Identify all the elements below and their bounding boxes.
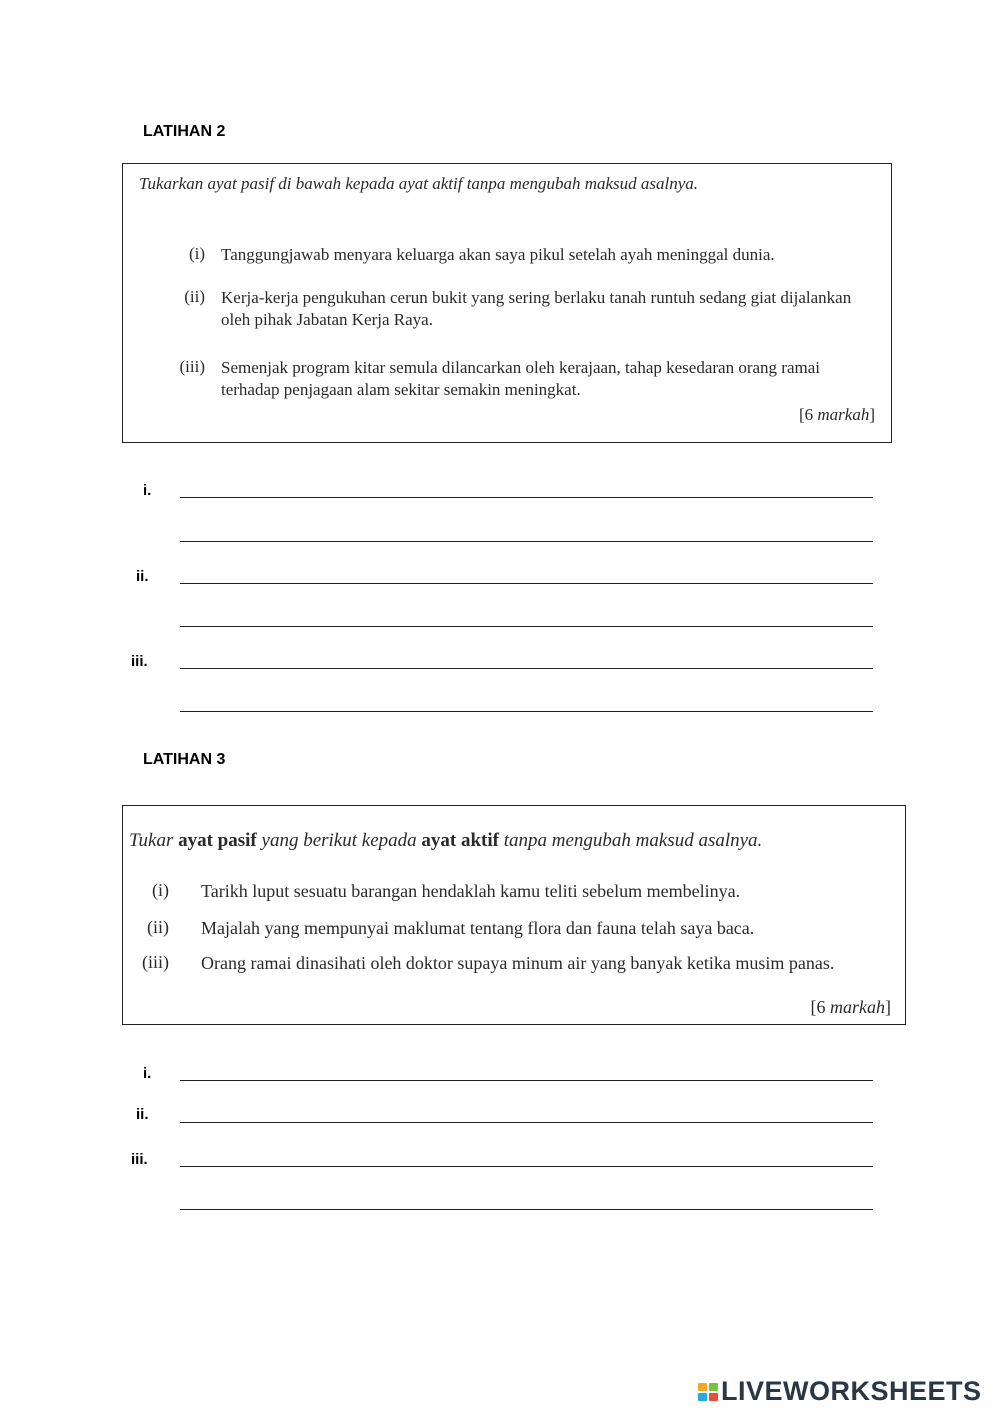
item-number: (ii) [184,287,205,306]
answer-label-ii: ii. [136,1106,149,1123]
answer-line[interactable] [180,497,873,498]
answer-line[interactable] [180,711,873,712]
answer-line[interactable] [180,1166,873,1167]
liveworksheets-brand: LIVEWORKSHEETS [721,1376,982,1406]
latihan-3-marks: [6 markah] [810,997,891,1017]
liveworksheets-logo[interactable] [698,1376,982,1407]
latihan-3-instruction: Tukar ayat pasif yang berikut kepada ayat aktif tanpa mengubah maksud asalnya. [129,830,763,851]
answer-line[interactable] [180,1122,873,1123]
item-number: (i) [152,880,169,900]
item-text: Majalah yang mempunyai maklumat tentang flora dan fauna telah saya baca. [201,918,755,938]
answer-label-i: i. [143,1065,152,1082]
latihan-2-marks: [6 markah] [798,405,875,424]
item-number: (iii) [142,952,169,972]
item-number: (ii) [147,917,169,937]
item-text: Orang ramai dinasihati oleh doktor supaya minum air yang banyak ketika musim panas. [201,953,835,973]
answer-line[interactable] [180,1080,873,1081]
latihan-2-item-1 [163,244,883,266]
latihan-3-item-3 [133,952,903,975]
latihan-2-item-3 [163,357,883,401]
latihan-2-instruction: Tukarkan ayat pasif di bawah kepada ayat aktif tanpa mengubah maksud asalnya. [139,174,699,193]
item-text: Kerja-kerja pengukuhan cerun bukit yang sering berlaku tanah runtuh sedang giat dijalankan oleh pihak Jabatan Kerja Raya. [221,288,852,330]
answer-line[interactable] [180,541,873,542]
item-number: (iii) [179,357,205,376]
answer-label-i: i. [143,482,152,499]
answer-line[interactable] [180,626,873,627]
item-text: Semenjak program kitar semula dilancarkan oleh kerajaan, tahap kesedaran orang ramai terhadap penjagaan alam sekitar semakin meningkat. [221,358,820,400]
answer-label-iii: iii. [131,653,148,670]
latihan-2-item-2 [163,287,883,331]
latihan-3-item-2 [133,917,903,940]
item-text: Tanggungjawab menyara keluarga akan saya pikul setelah ayah meninggal dunia. [221,245,775,264]
latihan-3-heading: LATIHAN 3 [143,751,226,768]
liveworksheets-icon [698,1383,718,1401]
latihan-3-item-1 [133,880,903,903]
latihan-2-question-box [122,163,892,443]
item-text: Tarikh luput sesuatu barangan hendaklah kamu teliti sebelum membelinya. [201,881,741,901]
answer-line[interactable] [180,1209,873,1210]
answer-label-ii: ii. [136,568,149,585]
answer-line[interactable] [180,583,873,584]
latihan-2-heading: LATIHAN 2 [143,123,226,140]
latihan-3-question-box [122,805,906,1025]
answer-label-iii: iii. [131,1151,148,1168]
item-number: (i) [188,244,205,263]
answer-line[interactable] [180,668,873,669]
